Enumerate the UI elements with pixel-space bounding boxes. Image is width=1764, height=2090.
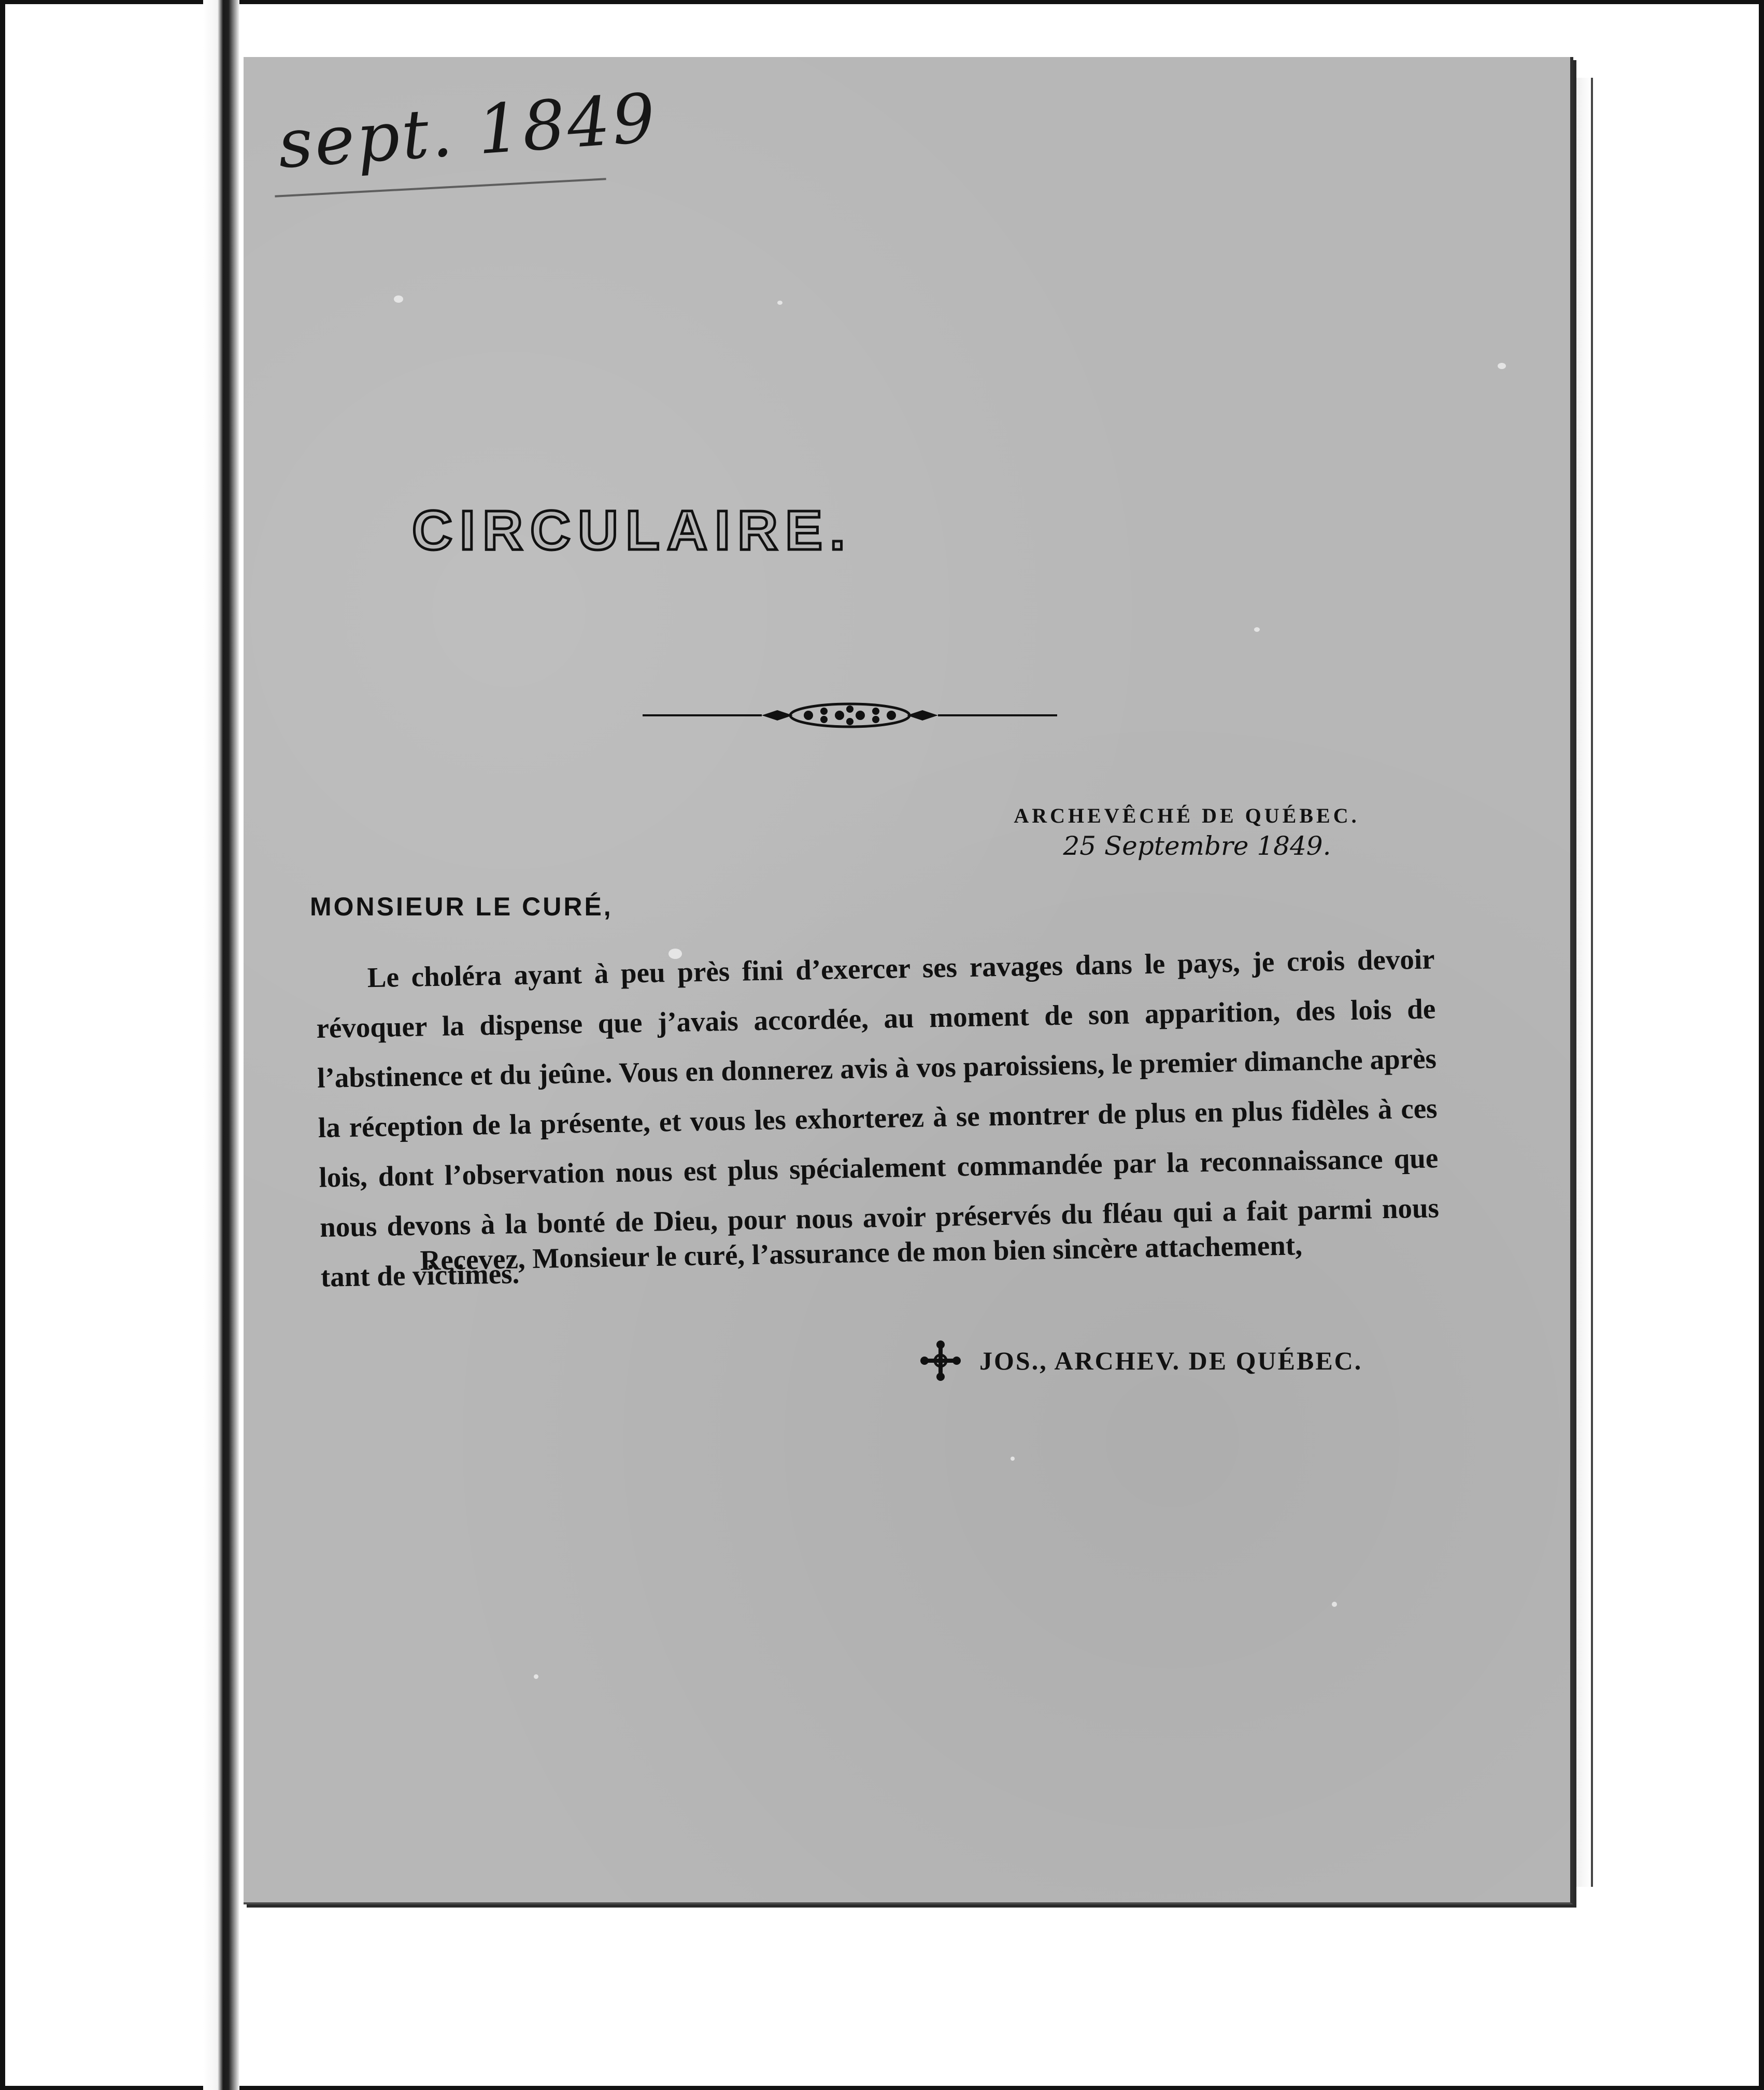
scan-frame-bottom <box>0 2086 1764 2090</box>
ornamental-rule-icon <box>643 695 1057 736</box>
scan-frame-top <box>0 0 1764 4</box>
document-sheet <box>244 57 1573 1904</box>
dateline-date: 25 Septembre 1849. <box>1063 831 1331 861</box>
episcopal-cross-icon <box>917 1337 964 1384</box>
microfilm-margin <box>203 0 239 2090</box>
paper-speck <box>394 295 403 303</box>
dateline <box>1005 803 1368 861</box>
handwritten-date-note: sept. 1849 <box>275 78 660 183</box>
letter-body: Le choléra ayant à peu près fini d’exercer ses ravages dans le pays, je crois devoir révoquer la dispense que j’avais accordée, au moment de son apparition, des lois de l’abstinence et du jeûne. Vous en donnerez avis à vos paroissiens, le premier dimanche après la réception de la présente, et vous les exhorterez à se montrer de plus en plus fidèles à ces lois, dont l’observation nous est plus spécialement commandée par la reconnaissance que nous devons à la bonté de Dieu, pour nous avoir préservés du fléau qui a fait parmi nous tant de victimes. <box>316 943 1440 1293</box>
letter-closing: Recevez, Monsieur le curé, l’assurance de mon bien sincère attachement, <box>420 1229 1303 1276</box>
paper-speck <box>1011 1457 1015 1461</box>
salutation: MONSIEUR LE CURÉ, <box>310 892 613 921</box>
paper-speck <box>1498 363 1506 369</box>
handwritten-underline <box>275 178 606 197</box>
signature-text: JOS., ARCHEV. DE QUÉBEC. <box>979 1346 1363 1375</box>
paper-speck <box>534 1674 538 1679</box>
dateline-place: ARCHEVÊCHÉ DE QUÉBEC. <box>1014 804 1360 827</box>
paper-speck <box>777 301 783 305</box>
document-title: CIRCULAIRE. <box>412 499 852 561</box>
paper-speck <box>1332 1602 1337 1607</box>
signature-block <box>917 1337 1362 1384</box>
scan-frame-right <box>1759 0 1764 2090</box>
paper-speck <box>1254 627 1260 632</box>
scan-frame-left <box>0 0 5 2090</box>
